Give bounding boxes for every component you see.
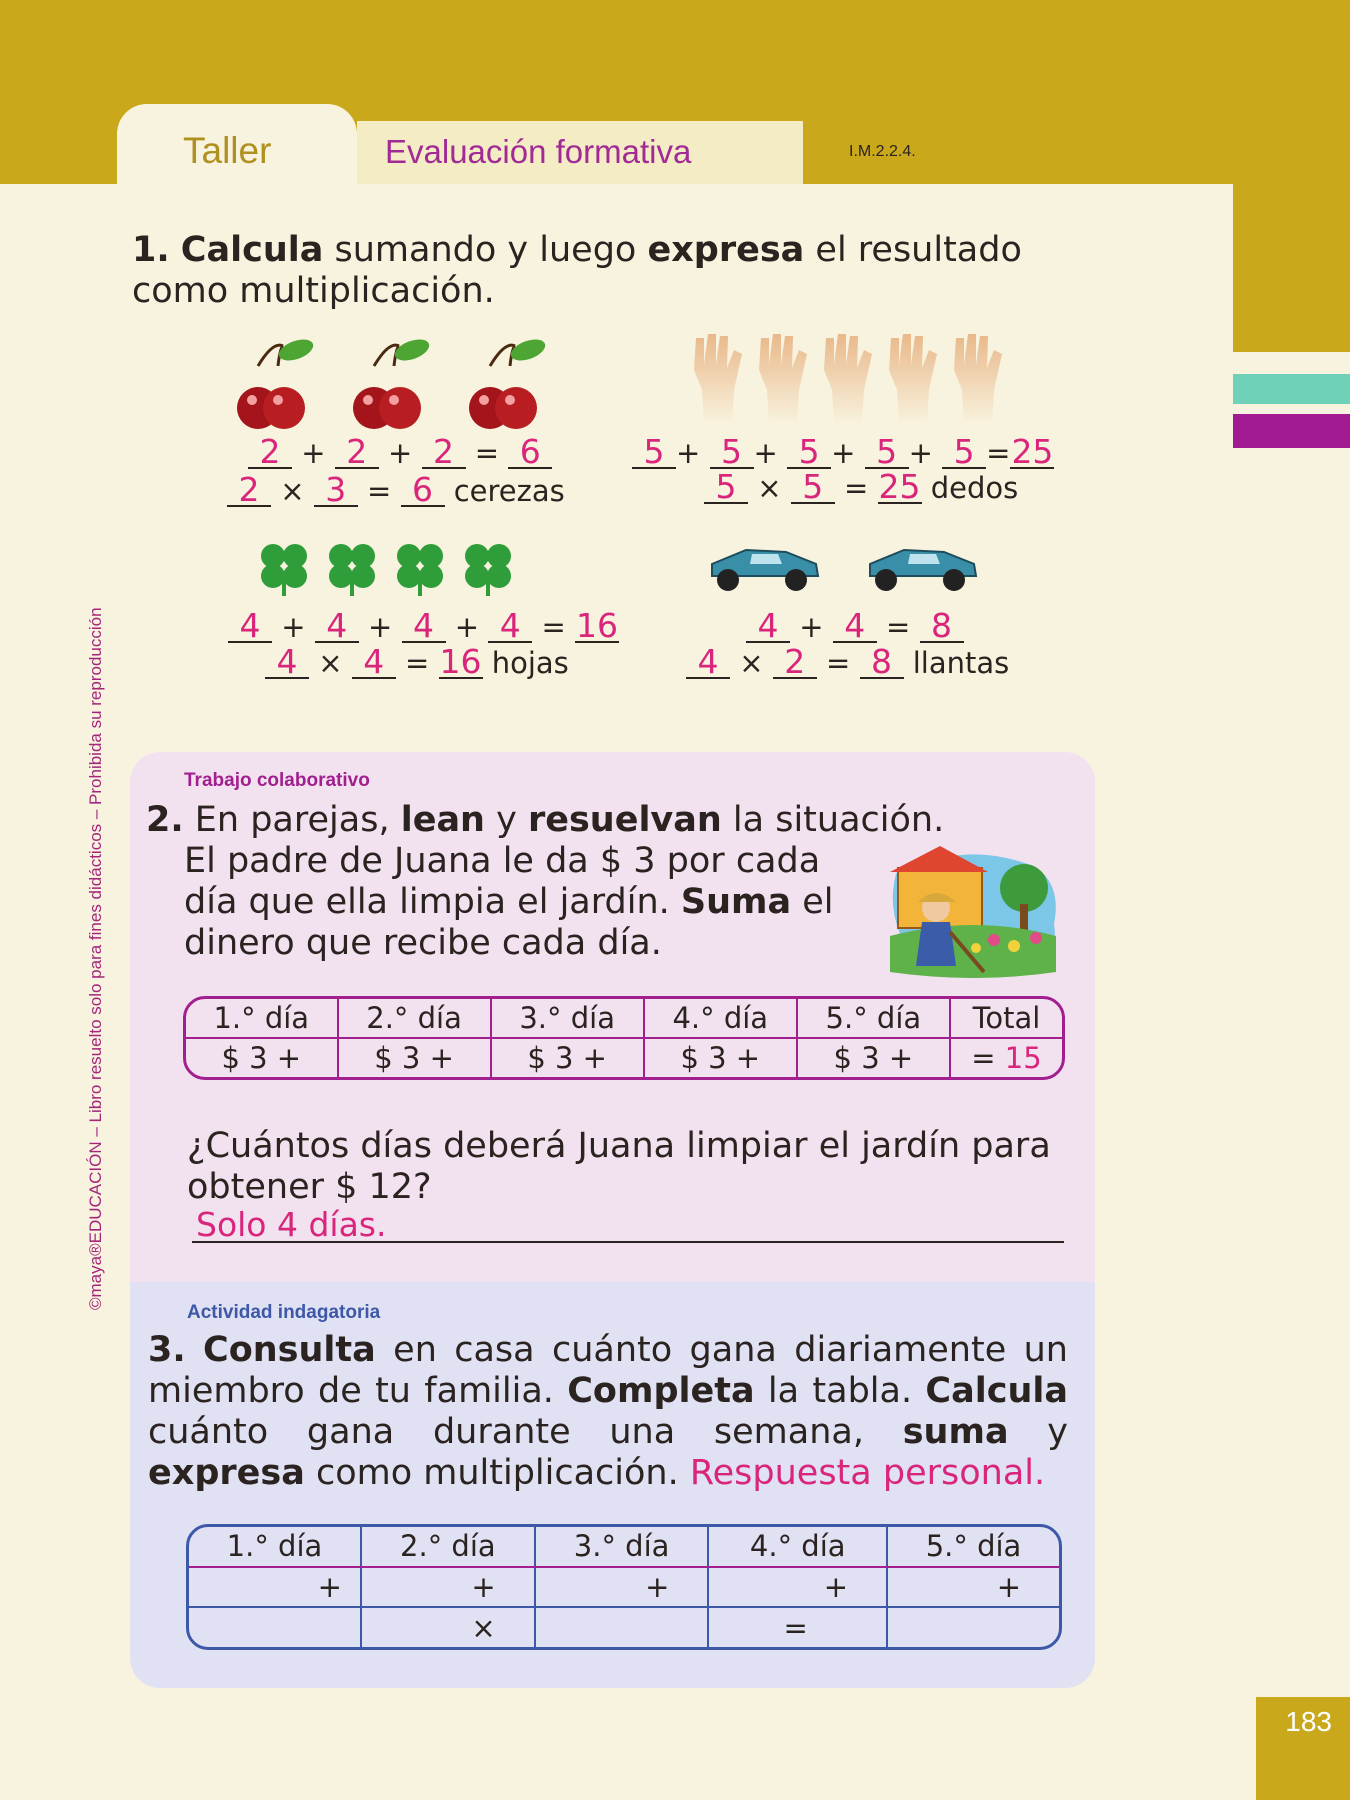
hand-icon <box>954 334 1002 425</box>
answer-blank: 4 <box>746 611 790 643</box>
q1-text-a: sumando y luego <box>323 230 648 270</box>
question-2-line-2: El padre de Juana le da $ 3 por cada <box>184 841 821 881</box>
unit-label: dedos <box>930 471 1019 505</box>
answer-blank: 2 <box>335 437 379 469</box>
cherry-pair-icon <box>469 336 548 429</box>
answer-blank: 4 <box>402 611 446 643</box>
table-total-cell: = 15 <box>971 1041 1042 1075</box>
race-car-icon <box>870 550 976 591</box>
table-cell[interactable] <box>887 1607 1059 1647</box>
q1-text-b: el resultado como multiplicación. <box>132 230 1022 311</box>
answer-blank: 25 <box>878 467 921 506</box>
cherries-illustration <box>228 336 548 436</box>
tab-taller-label: Taller <box>183 130 272 171</box>
clovers-multiplication: 4 × 4 = 16 hojas <box>265 646 569 680</box>
answer-blank: 4 <box>686 647 730 679</box>
answer-blank: 16 <box>439 642 482 681</box>
question-2-line-3: día que ella limpia el jardín. Suma el <box>184 882 834 922</box>
clovers-addition: 4 + 4 + 4 + 4 = 16 <box>228 610 619 644</box>
earnings-table <box>183 996 1065 1080</box>
answer-blank: 16 <box>576 606 618 645</box>
answer-blank: 5 <box>791 472 835 504</box>
tab-taller <box>117 104 357 190</box>
hands-addition: 5 + 5 + 5 + 5 + 5 =25 <box>632 436 1054 470</box>
answer-blank: 5 <box>787 437 831 469</box>
table-header: 2.° día <box>338 999 491 1038</box>
table-header: 5.° día <box>887 1527 1059 1567</box>
answer-blank: 2 <box>773 647 817 679</box>
table-cell: $ 3 + <box>644 1038 797 1077</box>
clovers-illustration <box>256 536 522 596</box>
right-margin-band <box>1233 0 1350 352</box>
hand-icon <box>824 334 872 425</box>
cars-addition: 4 + 4 = 8 <box>746 610 964 644</box>
table-cell: $ 3 + <box>338 1038 491 1077</box>
answer-blank: 2 <box>248 437 292 469</box>
page-number: 183 <box>1285 1706 1332 1737</box>
table-cell[interactable]: + <box>708 1567 887 1608</box>
answer-blank: 6 <box>401 475 445 507</box>
q1-keyword-expresa: expresa <box>647 230 805 270</box>
question-2-line-4: dinero que recibe cada día. <box>184 923 662 963</box>
answer-blank: 4 <box>488 611 532 643</box>
cars-multiplication: 4 × 2 = 8 llantas <box>686 646 1009 680</box>
table-cell[interactable]: = <box>708 1607 887 1647</box>
q1-keyword-calcula: Calcula <box>180 230 324 270</box>
table-header: 2.° día <box>361 1527 535 1567</box>
teal-stripe <box>1233 374 1350 404</box>
hand-icon <box>889 334 937 425</box>
question-1 <box>132 230 1112 312</box>
clover-icon <box>397 544 443 596</box>
hands-illustration <box>684 330 1014 425</box>
weekly-earnings-table <box>186 1524 1062 1650</box>
question-2-follow-up: ¿Cuántos días deberá Juana limpiar el jardín para obtener $ 12? <box>187 1126 1051 1207</box>
hand-icon <box>759 334 807 425</box>
hand-icon <box>694 334 742 425</box>
table-header: 4.° día <box>644 999 797 1038</box>
cherries-addition: 2 + 2 + 2 = 6 <box>248 436 552 470</box>
answer-blank: 5 <box>632 437 676 469</box>
answer-blank: 4 <box>228 611 272 643</box>
table-cell[interactable]: + <box>189 1567 361 1608</box>
cars-illustration <box>706 534 982 594</box>
answer-blank: 5 <box>942 437 986 469</box>
cherries-multiplication: 2 × 3 = 6 cerezas <box>227 474 565 508</box>
answer-blank: 5 <box>710 437 754 469</box>
unit-label: cerezas <box>453 474 565 508</box>
answer-blank: 3 <box>314 475 358 507</box>
table-cell[interactable]: + <box>361 1567 535 1608</box>
answer-blank: 4 <box>315 611 359 643</box>
table-header: 3.° día <box>491 999 644 1038</box>
answer-blank: 8 <box>860 647 904 679</box>
question-2-answer: Solo 4 días. <box>196 1205 387 1244</box>
table-cell: $ 3 + <box>797 1038 950 1077</box>
answer-line <box>192 1241 1064 1243</box>
question-2-line-1: 2. En parejas, lean y resuelvan la situación. <box>146 800 945 840</box>
table-cell[interactable] <box>189 1607 361 1647</box>
table-header: 1.° día <box>189 1527 361 1567</box>
answer-blank: 4 <box>265 647 309 679</box>
answer-blank: 4 <box>352 647 396 679</box>
question-3: 3. Consulta en casa cuánto gana diariamente un miembro de tu familia. Completa la tabla. Calcula cuánto gana durante una semana, suma y expresa como multiplicación. Respuesta personal. <box>148 1330 1069 1493</box>
answer-blank: 2 <box>422 437 466 469</box>
answer-blank: 25 <box>1011 432 1054 471</box>
table-header: 3.° día <box>535 1527 709 1567</box>
inquiry-label: Actividad indagatoria <box>187 1302 381 1323</box>
table-cell: $ 3 + <box>186 1038 338 1077</box>
tab-evaluacion-label: Evaluación formativa <box>385 133 692 170</box>
garden-illustration <box>884 844 1062 982</box>
table-header: Total <box>950 999 1062 1038</box>
answer-blank: 5 <box>865 437 909 469</box>
magenta-stripe <box>1233 414 1350 448</box>
answer-blank: 2 <box>227 475 271 507</box>
unit-label: llantas <box>912 646 1010 680</box>
table-cell[interactable]: × <box>361 1607 535 1647</box>
skill-code: I.M.2.2.4. <box>849 143 916 160</box>
table-header: 1.° día <box>186 999 338 1038</box>
table-cell[interactable]: + <box>887 1567 1059 1608</box>
personal-answer: Respuesta personal. <box>689 1453 1046 1493</box>
hands-multiplication: 5 × 5 = 25 dedos <box>704 471 1018 505</box>
unit-label: hojas <box>491 646 569 680</box>
clover-icon <box>465 544 511 596</box>
table-cell: $ 3 + <box>491 1038 644 1077</box>
table-header: 5.° día <box>797 999 950 1038</box>
table-header: 4.° día <box>708 1527 887 1567</box>
q1-number: 1. <box>132 230 170 270</box>
collaborative-label: Trabajo colaborativo <box>184 770 370 791</box>
cherry-pair-icon <box>237 336 316 429</box>
answer-blank: 4 <box>833 611 877 643</box>
clover-icon <box>261 544 307 596</box>
cherry-pair-icon <box>353 336 432 429</box>
table-cell[interactable] <box>535 1607 709 1647</box>
race-car-icon <box>712 550 818 591</box>
table-cell[interactable]: + <box>535 1567 709 1608</box>
answer-blank: 8 <box>920 611 964 643</box>
answer-blank: 5 <box>704 472 748 504</box>
copyright-notice: ©maya®EDUCACIÓN – Libro resuelto solo para fines didácticos – Prohibida su reproducción <box>86 607 105 1310</box>
total-answer: 15 <box>1004 1041 1042 1075</box>
answer-blank: 6 <box>508 437 552 469</box>
clover-icon <box>329 544 375 596</box>
tab-evaluacion <box>357 121 803 184</box>
